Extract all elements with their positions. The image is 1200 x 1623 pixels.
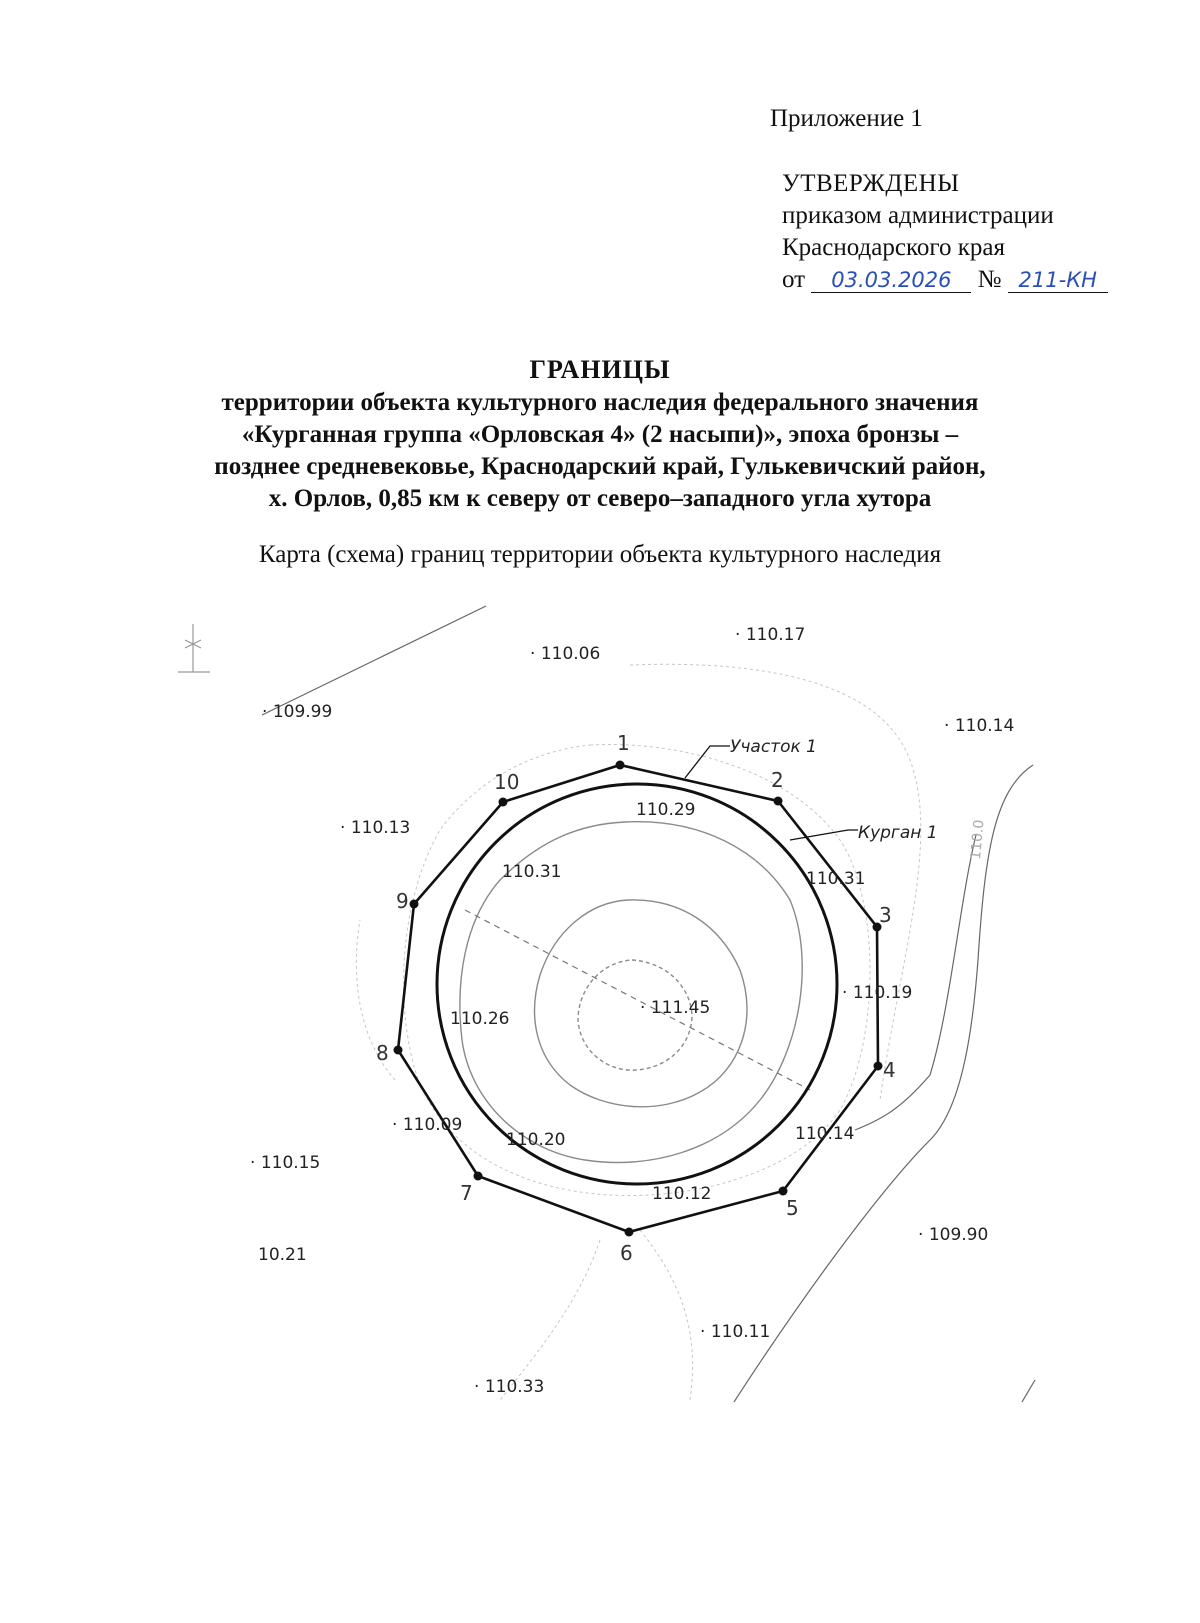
vertex-label: 3 [879, 903, 892, 927]
elevation-label: 110.14 [795, 1124, 855, 1144]
elevation-label: · 110.11 [700, 1322, 771, 1342]
plot-label: Участок 1 [730, 737, 817, 757]
date-prefix: от [782, 266, 806, 293]
mound-boundary [437, 784, 837, 1184]
north-arrow-icon [178, 624, 210, 672]
elevation-label: · 111.45 [640, 998, 711, 1018]
contour-label: 110.0 [968, 819, 988, 861]
elevation-label: · 109.90 [918, 1225, 989, 1245]
appendix-label: Приложение 1 [770, 105, 923, 132]
elevation-label: 110.26 [450, 1009, 510, 1029]
elevation-label: 110.12 [652, 1184, 712, 1204]
heading-line-4: х. Орлов, 0,85 км к северу от северо–западного угла хутора [268, 485, 932, 512]
approval-number: 211-КН [1008, 268, 1108, 293]
heading-line-2: «Курганная группа «Орловская 4» (2 насыпи)», эпоха бронзы – [241, 421, 959, 448]
heading-title: ГРАНИЦЫ [529, 355, 671, 384]
vertex-label: 6 [620, 1241, 633, 1265]
elevation-label: · 110.19 [842, 983, 913, 1003]
vertex-label: 10 [494, 770, 520, 794]
elevation-label: · 110.09 [392, 1115, 463, 1135]
approved-title: УТВЕРЖДЕНЫ [782, 170, 960, 197]
vertex-label: 4 [883, 1058, 896, 1082]
elevation-label: · 110.17 [735, 625, 806, 645]
elevation-label: · 110.06 [530, 644, 601, 664]
elevation-label: · 110.14 [944, 716, 1015, 736]
elevation-label: 110.20 [506, 1130, 566, 1150]
vertex-label: 7 [460, 1181, 473, 1205]
approved-line-1: приказом администрации [782, 202, 1054, 229]
elevation-label: · 110.33 [474, 1377, 545, 1397]
elevation-label: 110.29 [636, 800, 696, 820]
heading-line-3: позднее средневековье, Краснодарский край, Гулькевичский район, [214, 453, 986, 480]
heading-line-1: территории объекта культурного наследия федерального значения [221, 389, 979, 416]
mound-label: Курган 1 [858, 823, 938, 843]
map-caption: Карта (схема) границ территории объекта культурного наследия [258, 541, 942, 568]
elevation-label: 110.31 [806, 869, 866, 889]
mound-axis [465, 910, 810, 1090]
elevation-label: 10.21 [258, 1245, 307, 1265]
elevation-label: · 109.99 [262, 702, 333, 722]
vertex-label: 9 [396, 889, 409, 913]
approval-date: 03.03.2026 [811, 268, 971, 293]
elevation-label: 110.31 [502, 862, 562, 882]
label-leaders [685, 746, 858, 840]
boundary-vertices [394, 761, 883, 1237]
vertex-label: 5 [786, 1196, 799, 1220]
approved-line-2: Краснодарского края [782, 234, 1005, 261]
elevation-label: · 110.15 [250, 1153, 321, 1173]
vertex-label: 2 [771, 768, 784, 792]
vertex-label: 8 [376, 1041, 389, 1065]
vertex-label: 1 [617, 731, 630, 755]
outer-contours [356, 664, 920, 1400]
elevation-label: · 110.13 [340, 818, 411, 838]
number-prefix: № [977, 266, 1002, 293]
